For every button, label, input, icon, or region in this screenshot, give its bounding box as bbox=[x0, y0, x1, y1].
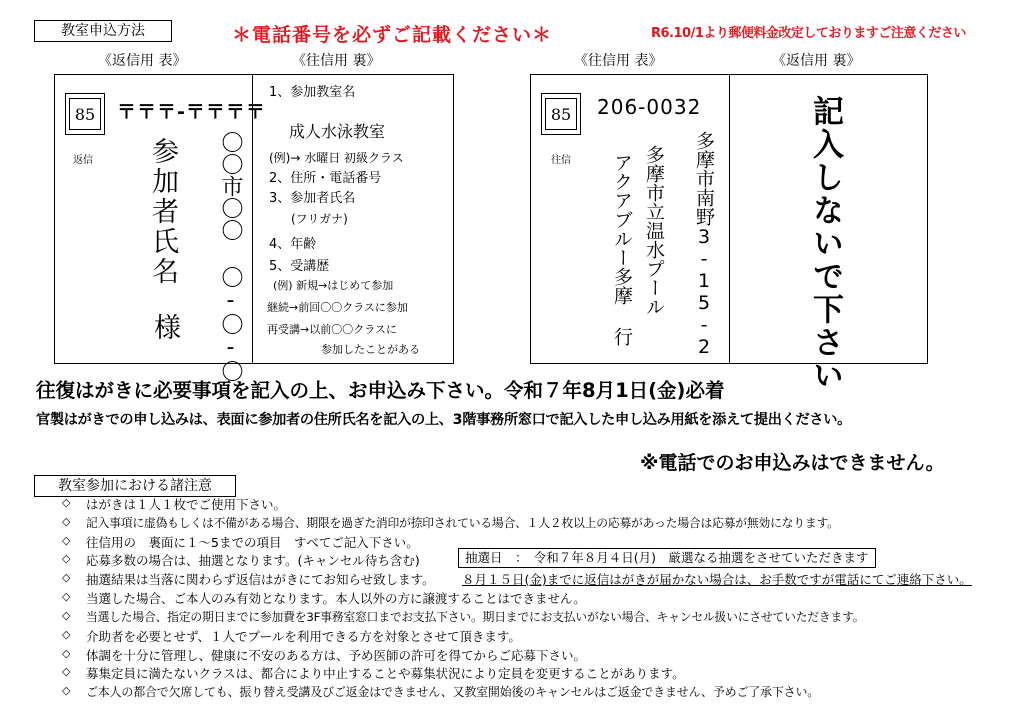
bullet-icon: ◇ bbox=[62, 628, 71, 641]
note-9: 体調を十分に管理し、健康に不安のある方は、予め医師の許可を得てからご応募下さい。 bbox=[86, 648, 587, 663]
item-3: 3、参加者氏名 bbox=[269, 191, 356, 206]
return-back-label: 《返信用 裏》 bbox=[772, 53, 861, 69]
no-phone-notice: ※電話でのお申込みはできません。 bbox=[640, 452, 945, 474]
bullet-icon: ◇ bbox=[62, 665, 71, 678]
note-3: 往信用の 裏面に１〜5までの項目 すべてご記入下さい。 bbox=[86, 535, 419, 550]
notes-label: 教室参加における諸注意 bbox=[34, 475, 236, 497]
recipient-name: アクアブルー多摩 行 bbox=[611, 153, 633, 346]
bullet-icon: ◇ bbox=[62, 552, 71, 565]
item-participated: 参加したことがある bbox=[321, 343, 420, 356]
item-1: 1、参加教室名 bbox=[269, 85, 356, 100]
note-10: 募集定員に満たないクラスは、都合により中止することや募集状況により定員を変更することがあります。 bbox=[86, 666, 685, 681]
item-example: (例)→ 水曜日 初級クラス bbox=[269, 151, 404, 165]
bullet-icon: ◇ bbox=[62, 515, 71, 528]
bullet-icon: ◇ bbox=[62, 647, 71, 660]
bullet-icon: ◇ bbox=[62, 609, 71, 622]
stamp-caption: 往信 bbox=[551, 155, 571, 166]
outgoing-front-label: 《往信用 表》 bbox=[574, 53, 663, 69]
lottery-date-box: 抽選日 ： 令和７年８月４日(月) 厳選なる抽選をさせていただきます bbox=[458, 548, 876, 568]
stamp-value: 85 bbox=[545, 98, 577, 130]
phone-notice: ＊電話番号を必ずご記載ください＊ bbox=[232, 24, 553, 46]
item-furigana: (フリガナ) bbox=[291, 212, 348, 226]
method-label: 教室申込方法 bbox=[34, 20, 172, 42]
outgoing-back-label: 《往信用 裏》 bbox=[292, 53, 381, 69]
return-front-label: 《返信用 表》 bbox=[98, 53, 187, 69]
sama-label: 様 bbox=[149, 313, 180, 340]
note-5: 抽選結果は当落に関わらず返信はがきにてお知らせ致します。 bbox=[86, 572, 435, 587]
stamp-box bbox=[541, 93, 581, 135]
stamp-caption: 返信 bbox=[73, 155, 93, 166]
note-6: 当選した場合、ご本人のみ有効となります。本人以外の方に譲渡することはできません。 bbox=[86, 591, 586, 606]
instruction-line-1: 往復はがきに必要事項を記入の上、お申込み下さい。令和７年8月1日(金)必着 bbox=[36, 379, 725, 402]
participant-name: 参加者氏名 bbox=[147, 137, 178, 287]
stamp-value: 85 bbox=[69, 98, 101, 130]
bullet-icon: ◇ bbox=[62, 684, 71, 697]
deadline-note: ８月１５日(金)までに返信はがきが届かない場合は、お手数ですが電話にてご連絡下さい。 bbox=[462, 572, 972, 587]
note-8: 介助者を必要とせず、１人でプールを利用できる方を対象とさせて頂きます。 bbox=[86, 629, 521, 644]
note-2: 記入事項に虚偽もしくは不備がある場合、期限を過ぎた消印が捺印されている場合、１人２枚以上の応募があった場合は応募が無効になります。 bbox=[86, 516, 839, 530]
bullet-icon: ◇ bbox=[62, 534, 71, 547]
note-4: 応募多数の場合は、抽選となります。(キャンセル待ち含む) bbox=[86, 553, 420, 568]
item-class-name: 成人水泳教室 bbox=[289, 122, 386, 141]
item-2: 2、住所・電話番号 bbox=[269, 171, 382, 186]
item-4: 4、年齢 bbox=[269, 237, 317, 252]
facility-name: 多摩市立温水プール bbox=[643, 145, 665, 316]
address-vertical: 多摩市南野3-15-2 bbox=[693, 131, 715, 358]
bullet-icon: ◇ bbox=[62, 496, 71, 509]
postal-code: 206-0032 bbox=[597, 95, 702, 119]
bullet-icon: ◇ bbox=[62, 571, 71, 584]
item-new: (例) 新規→はじめて参加 bbox=[273, 279, 394, 292]
do-not-write: 記入しないで下さい bbox=[807, 95, 843, 392]
reply-postcard bbox=[54, 74, 454, 382]
note-1: はがきは１人１枚でご使用下さい。 bbox=[86, 497, 287, 512]
instruction-line-2: 官製はがきでの申し込みは、表面に参加者の住所氏名を記入の上、3階事務所窓口で記入した申し込み用紙を添えて提出ください。 bbox=[36, 412, 852, 428]
postal-code: 〒〒〒-〒〒〒〒 bbox=[117, 101, 266, 123]
item-continue: 継続→前回〇〇クラスに参加 bbox=[267, 301, 408, 314]
item-5: 5、受講歴 bbox=[269, 259, 330, 274]
address-vertical: 〇〇市〇〇 〇-〇-〇 bbox=[218, 131, 243, 382]
postage-notice: R6.10/1より郵便料金改定しておりますご注意ください bbox=[651, 26, 966, 41]
stamp-box bbox=[65, 93, 105, 135]
bullet-icon: ◇ bbox=[62, 590, 71, 603]
note-7: 当選した場合、指定の期日までに参加費を3F事務室窓口までお支払下さい。期日までにお支払いがない場合、キャンセル扱いにさせていただきます。 bbox=[86, 610, 865, 624]
outgoing-postcard bbox=[530, 74, 928, 392]
note-11: ご本人の都合で欠席しても、振り替え受講及びご返金はできません、又教室開始後のキャンセルはご返金できません、予めご了承下さい。 bbox=[86, 685, 820, 699]
item-reenroll: 再受講→以前〇〇クラスに bbox=[267, 323, 397, 336]
